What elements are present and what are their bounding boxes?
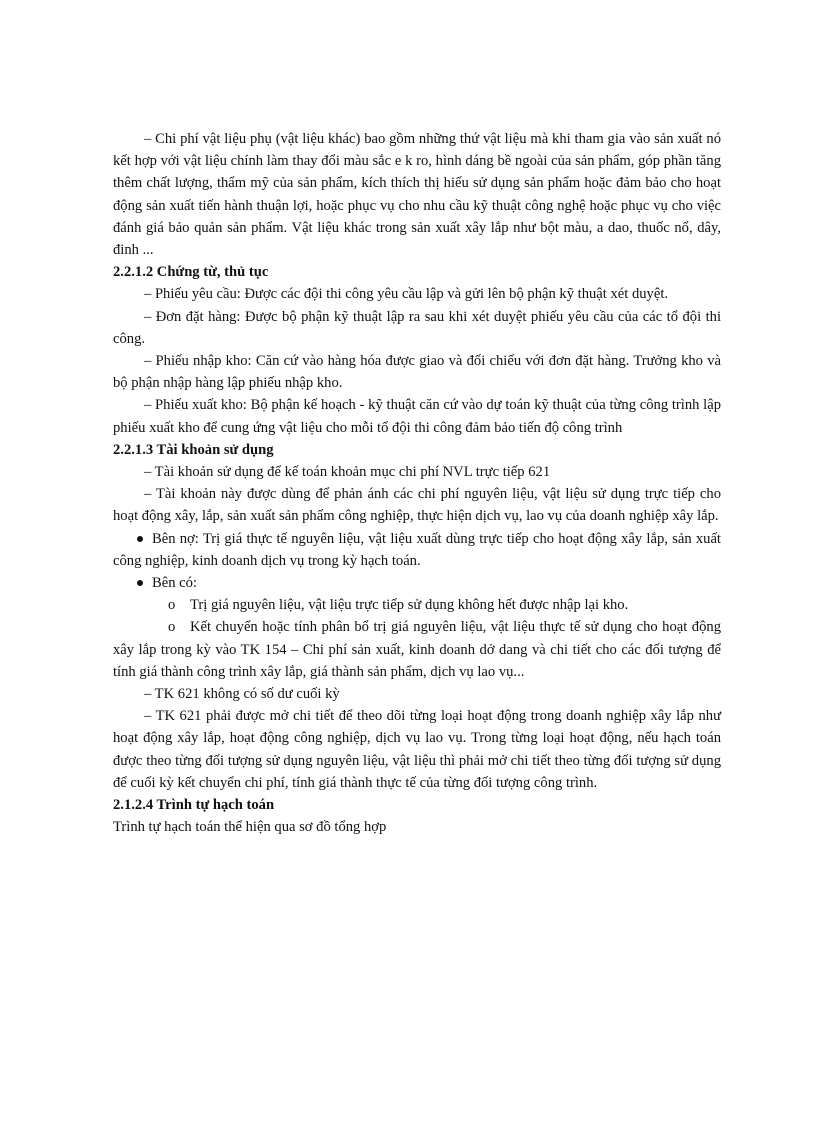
bullet-dot-icon bbox=[137, 536, 143, 542]
circle-bullet-icon: o bbox=[168, 597, 176, 614]
subbullet-tri-gia-text: Trị giá nguyên liệu, vật liệu trực tiếp sử dụng không hết được nhập lại kho. bbox=[190, 597, 629, 614]
paragraph-vat-lieu-phu: – Chi phí vật liệu phụ (vật liệu khác) bao gồm những thứ vật liệu mà khi tham gia vào sản xuất nó kết hợp với vật liệu chính làm thay đổi màu sắc e k ro, hình dáng bề ngoài của sản phẩm, góp phần tăng thêm chất lượng, thẩm mỹ của sản phẩm, kích thích thị hiếu sử dụng sản phẩm hoặc đảm bảo cho hoạt động sản xuất tiến hành thuận lợi, hoặc phục vụ cho nhu cầu kỹ thuật công nghệ hoặc phục vụ cho việc đánh giá bảo quản sản phẩm. Vật liệu khác trong sản xuất xây lắp như bột màu, a dao, thuốc nổ, dây, đinh ... bbox=[113, 131, 721, 259]
heading-tai-khoan: 2.2.1.3 Tài khoản sử dụng bbox=[113, 441, 274, 458]
paragraph-don-dat-hang: – Đơn đặt hàng: Được bộ phận kỹ thuật lập ra sau khi xét duyệt phiếu yêu cầu của các tổ đội thi công. bbox=[113, 308, 721, 347]
bullet-ben-co-text: Bên có: bbox=[152, 575, 197, 592]
circle-bullet-icon: o bbox=[168, 619, 176, 636]
paragraph-phieu-yeu-cau: – Phiếu yêu cầu: Được các đội thi công yêu cầu lập và gửi lên bộ phận kỹ thuật xét duyệt. bbox=[144, 286, 669, 303]
paragraph-so-do: Trình tự hạch toán thể hiện qua sơ đồ tổng hợp bbox=[113, 819, 387, 836]
paragraph-tk-621: – Tài khoản sử dụng để kế toán khoản mục chi phí NVL trực tiếp 621 bbox=[144, 464, 551, 481]
bullet-ben-no-text: Bên nợ: Trị giá thực tế nguyên liệu, vật liệu xuất dùng trực tiếp cho hoạt động xây lắp, sản xuất công nghiệp, kinh doanh dịch vụ trong kỳ hạch toán. bbox=[113, 530, 721, 569]
subbullet-ket-chuyen-text: Kết chuyển hoặc tính phân bổ trị giá nguyên liệu, vật liệu thực tế sử dụng cho hoạt động xây lắp trong kỳ vào TK 154 – Chi phí sản xuất, kinh doanh dở dang và chi tiết cho các đối tượng để tính giá thành công trình xây lắp, giá thành sản phẩm, dịch vụ lao vụ... bbox=[113, 619, 721, 680]
subbullet-ket-chuyen bbox=[113, 616, 721, 683]
heading-chung-tu: 2.2.1.2 Chứng từ, thủ tục bbox=[113, 264, 269, 281]
paragraph-phieu-nhap-kho: – Phiếu nhập kho: Căn cứ vào hàng hóa được giao và đối chiếu với đơn đặt hàng. Trưởng kho và bộ phận nhập hàng lập phiếu nhập kho. bbox=[113, 353, 721, 392]
heading-trinh-tu: 2.1.2.4 Trình tự hạch toán bbox=[113, 797, 275, 814]
paragraph-mo-chi-tiet: – TK 621 phải được mở chi tiết để theo dõi từng loại hoạt động trong doanh nghiệp xây lắp như hoạt động xây lắp, hoạt động công nghiệp, dịch vụ lao vụ. Trong từng loại hoạt động, nếu hạch toán được theo từng đối tượng sử dụng nguyên liệu, vật liệu thì phải mở chi tiết theo từng đối tượng sử dụng để cuối kỳ kết chuyển chi phí, tính giá thành thực tế của từng đối tượng công trình. bbox=[113, 708, 721, 791]
bullet-dot-icon bbox=[137, 580, 143, 586]
bullet-ben-no bbox=[113, 528, 721, 572]
paragraph-phieu-xuat-kho: – Phiếu xuất kho: Bộ phận kế hoạch - kỹ thuật căn cứ vào dự toán kỹ thuật của từng công trình lập phiếu xuất kho để cung ứng vật liệu cho mỗi tổ đội thi công đảm bảo tiến độ công trình bbox=[113, 397, 721, 436]
bullet-ben-co bbox=[113, 572, 721, 594]
paragraph-tk-phan-anh: – Tài khoản này được dùng để phản ánh các chi phí nguyên liệu, vật liệu sử dụng trực tiếp cho hoạt động xây, lắp, sản xuất sản phẩm công nghiệp, thực hiện dịch vụ, lao vụ của doanh nghiệp xây lắp. bbox=[113, 486, 721, 525]
subbullet-tri-gia bbox=[113, 594, 721, 616]
paragraph-so-du: – TK 621 không có số dư cuối kỳ bbox=[144, 686, 340, 703]
